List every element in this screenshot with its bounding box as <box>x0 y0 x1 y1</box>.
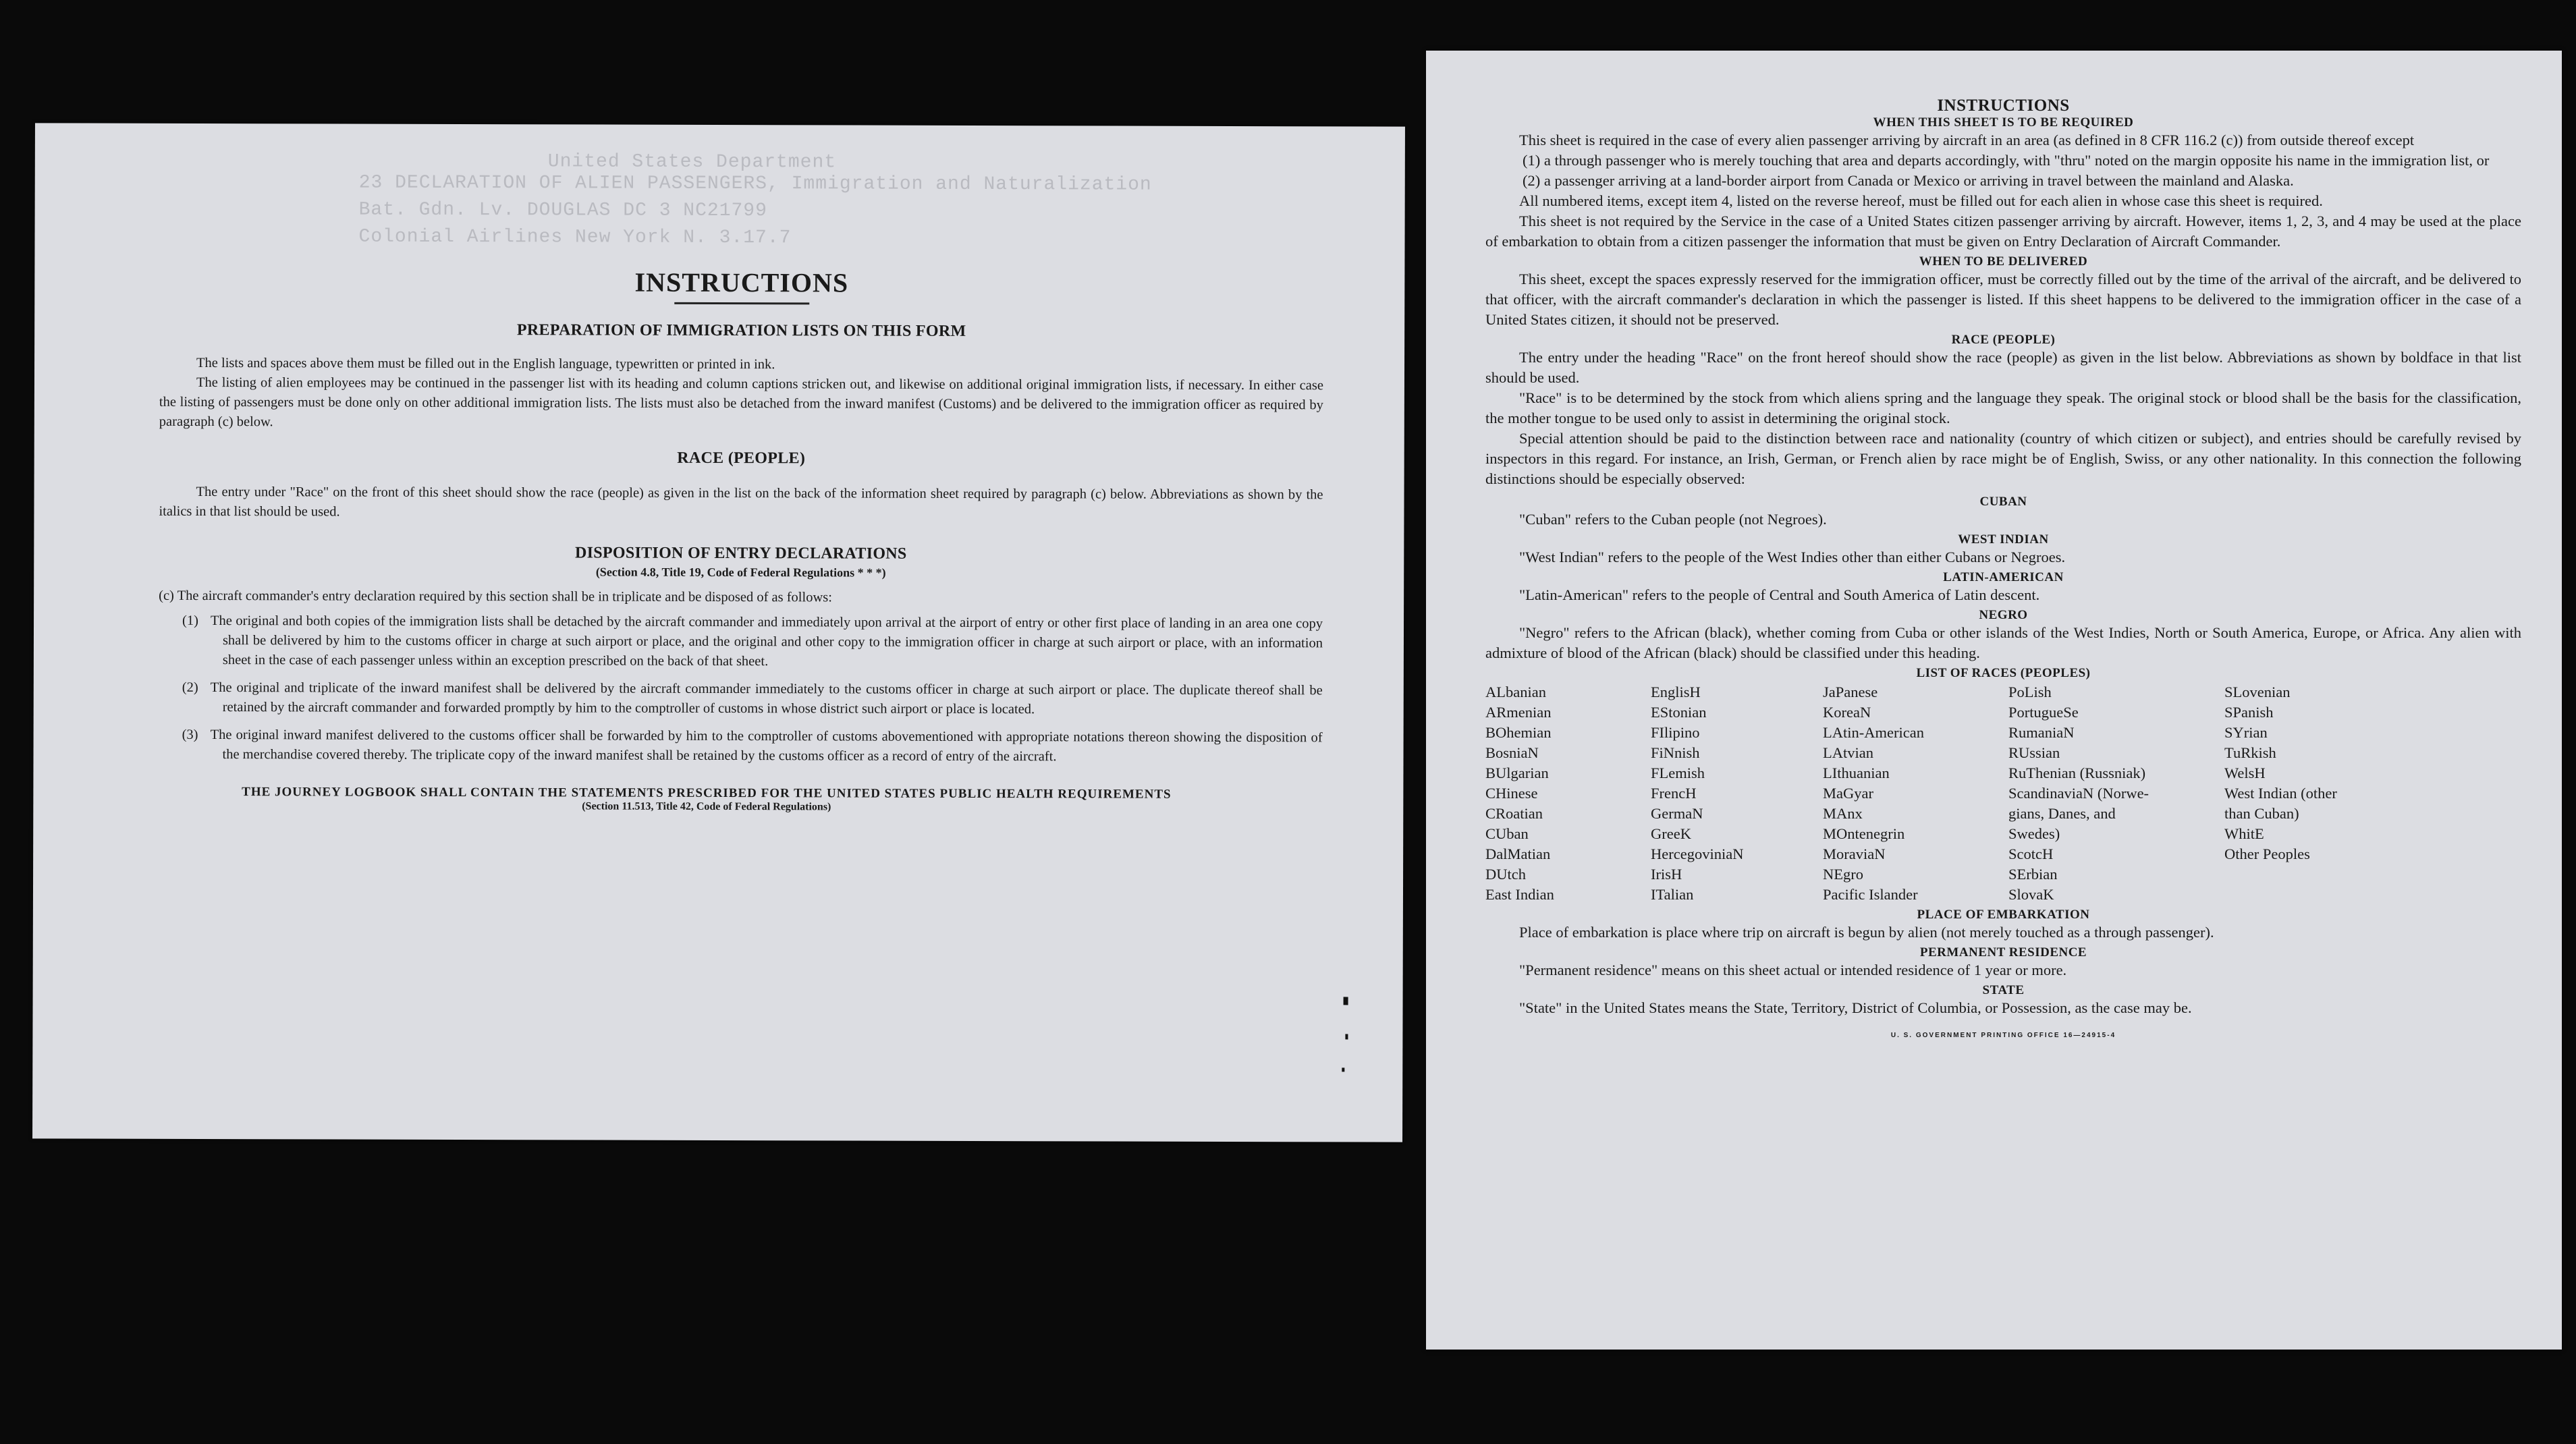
race-entry: EnglisH <box>1651 684 1701 700</box>
race-entry: FiNnish <box>1651 744 1700 761</box>
bleed-through-text: Colonial Airlines New York N. 3.17.7 <box>358 226 792 249</box>
race-entry: RumaniaN <box>2008 724 2075 741</box>
paragraph: The entry under the heading "Race" on the front hereof should show the race (people) as given in the list below. Abbreviations as shown by boldface in that list should be used. <box>1485 349 2521 386</box>
title-rule <box>674 302 809 305</box>
section-heading: LIST OF RACES (PEOPLES) <box>1916 666 2091 680</box>
paragraph: "Latin-American" refers to the people of Central and South America of Latin descent. <box>1519 586 2040 603</box>
race-entry: ScandinaviaN (Norwe- <box>2008 785 2149 802</box>
race-entry: RuThenian (Russniak) <box>2008 765 2146 781</box>
race-entry: ARmenian <box>1485 704 1552 721</box>
paragraph: This sheet, except the spaces expressly reserved for the immigration officer, must be correctly filled out by the time of the arrival of the aircraft, and be delivered to that officer, with the aircraft commander's declaration in which the passenger is listed. If this sheet happens to be delivered to the immigration officer in the case of a United States citizen, it should not be preserved. <box>1485 271 2521 328</box>
right-instruction-sheet <box>1426 51 2562 1350</box>
race-entry: HercegoviniaN <box>1651 845 1744 862</box>
section-heading-disposition: DISPOSITION OF ENTRY DECLARATIONS <box>574 544 907 563</box>
list-item <box>182 725 1323 767</box>
race-entry: ITalian <box>1651 886 1694 903</box>
race-entry: PortugueSe <box>2008 704 2079 721</box>
section-heading: WEST INDIAN <box>1958 532 2049 547</box>
race-entry: DUtch <box>1485 866 1526 883</box>
race-entry: IrisH <box>1651 866 1682 883</box>
paragraph: The entry under "Race" on the front of this sheet should show the race (people) as given in the list on the back of the information sheet required by paragraph (c) below. Abbreviations as shown by the italics in that list should be used. <box>159 484 1323 520</box>
paragraph: "Permanent residence" means on this sheet actual or intended residence of 1 year or more. <box>1519 962 2067 978</box>
race-entry: Pacific Islander <box>1823 886 1918 903</box>
race-entry: CRoatian <box>1485 805 1543 822</box>
race-entry: gians, Danes, and <box>2008 805 2116 822</box>
section-note: (Section 4.8, Title 19, Code of Federal Regulations * * *) <box>595 565 886 580</box>
paragraph: The listing of alien employees may be continued in the passenger list with its heading and column captions stricken out, and likewise on additional original immigration lists, if necessary. In either case the listing of passengers must be done only on other additional immigration lists. The lists must also be detached from the inward manifest (Customs) and be delivered to the immigration officer as required by paragraph (c) below. <box>159 374 1323 430</box>
race-column <box>2008 682 2224 905</box>
race-entry: FIlipino <box>1651 724 1700 741</box>
bleed-through-text: 23 DECLARATION OF ALIEN PASSENGERS, Immigration and Naturalization <box>358 172 1152 196</box>
race-entry: TuRkish <box>2224 744 2276 761</box>
paragraph: "West Indian" refers to the people of the West Indies other than either Cubans or Negroes. <box>1519 549 2066 565</box>
item-text: The original and both copies of the immigration lists shall be detached by the aircraft commander and immediately upon arrival at the airport of entry or other first place of landing in an area one copy shall be delivered by him to the customs officer in charge at such airport or place, and the original and other copy to the immigration officer in charge at such airport or place, with an information sheet in the case of each passenger unless within an exception prescribed on the back of that sheet. <box>211 613 1323 669</box>
section-heading: RACE (PEOPLE) <box>1951 333 2056 347</box>
item-text: The original inward manifest delivered to the customs officer shall be forwarded by him to the comptroller of customs abovementioned with appropriate notations thereon showing the disposition of the merchandise covered thereby. The triplicate copy of the inward manifest shall be retained by the customs officer as a record of entry of the aircraft. <box>210 727 1323 765</box>
page-title: INSTRUCTIONS <box>1937 96 2070 115</box>
bleed-through-text: Bat. Gdn. Lv. DOUGLAS DC 3 NC21799 <box>358 199 767 222</box>
race-entry: GermaN <box>1651 805 1703 822</box>
race-entry: MoraviaN <box>1823 845 1886 862</box>
paragraph: Place of embarkation is place where trip on aircraft is begun by alien (not merely touched as a through passenger). <box>1519 924 2214 941</box>
race-list <box>1485 682 2521 905</box>
paragraph: "Negro" refers to the African (black), whether coming from Cuba or other islands of the West Indies, North or South America, Europe, or Africa. Any alien with admixture of blood of the African (black) should be classified under this heading. <box>1485 624 2521 661</box>
section-heading: PERMANENT RESIDENCE <box>1919 945 2087 960</box>
race-entry: MAnx <box>1823 805 1863 822</box>
race-entry: GreeK <box>1651 825 1691 842</box>
race-entry: LAtin-American <box>1823 724 1924 741</box>
paragraph: This sheet is not required by the Service in the case of a United States citizen passenger arriving by aircraft. However, items 1, 2, 3, and 4 may be used at the place of embarkation to obtain from a citizen passenger the information that must be given on Entry Declaration of Aircraft Commander. <box>1485 213 2521 250</box>
race-entry: CUban <box>1485 825 1529 842</box>
race-column <box>1823 682 2008 905</box>
section-heading: STATE <box>1982 983 2025 997</box>
item-label: (3) <box>182 727 198 742</box>
race-entry: BUlgarian <box>1485 765 1549 781</box>
race-entry: SYrian <box>2224 724 2268 741</box>
closing-note: (Section 11.513, Title 42, Code of Federal Regulations) <box>582 800 831 813</box>
left-instruction-sheet <box>32 123 1405 1142</box>
race-entry: West Indian (other <box>2224 785 2337 802</box>
race-entry: Other Peoples <box>2224 845 2310 862</box>
race-entry: MaGyar <box>1823 785 1873 802</box>
race-entry: BOhemian <box>1485 724 1552 741</box>
closing-statement: THE JOURNEY LOGBOOK SHALL CONTAIN THE STATEMENTS PRESCRIBED FOR THE UNITED STATES PUBLIC HEALTH REQUIREMENTS <box>242 785 1172 802</box>
race-entry: East Indian <box>1485 886 1554 903</box>
section-heading: WHEN THIS SHEET IS TO BE REQUIRED <box>1873 115 2134 130</box>
bleed-through-text: United States Department <box>547 151 837 173</box>
section-heading: CUBAN <box>1979 495 2027 509</box>
race-entry: SPanish <box>2224 704 2274 721</box>
race-entry: CHinese <box>1485 785 1538 802</box>
race-entry: KoreaN <box>1823 704 1871 721</box>
race-column <box>1651 682 1823 905</box>
item-label: (2) <box>182 679 198 695</box>
race-column <box>2224 682 2413 905</box>
section-heading: WHEN TO BE DELIVERED <box>1919 254 2088 269</box>
race-entry: PoLish <box>2008 684 2052 700</box>
list-item <box>182 611 1323 673</box>
paragraph: "Race" is to be determined by the stock from which aliens spring and the language they speak. The original stock or blood shall be the basis for the classification, the mother tongue to be used only to assist in determining the original stock. <box>1485 389 2521 426</box>
ink-mark <box>1345 1034 1348 1039</box>
race-entry: SlovaK <box>2008 886 2054 903</box>
race-entry: than Cuban) <box>2224 805 2299 822</box>
ink-mark <box>1342 1067 1344 1072</box>
page-title: INSTRUCTIONS <box>634 267 849 298</box>
race-entry: SErbian <box>2008 866 2058 883</box>
list-item: (2) a passenger arriving at a land-border airport from Canada or Mexico or arriving in travel between the mainland and Alaska. <box>1523 172 2294 189</box>
ink-mark <box>1344 997 1348 1005</box>
printer-imprint: U. S. GOVERNMENT PRINTING OFFICE 16—24915-4 <box>1890 1032 2116 1039</box>
race-entry: DalMatian <box>1485 845 1551 862</box>
race-entry: ScotcH <box>2008 845 2054 862</box>
section-heading-preparation: PREPARATION OF IMMIGRATION LISTS ON THIS FORM <box>516 321 966 340</box>
race-entry: LIthuanian <box>1823 765 1890 781</box>
paragraph: All numbered items, except item 4, listed on the reverse hereof, must be filled out for each alien in whose case this sheet is required. <box>1519 192 2323 209</box>
race-column <box>1485 682 1651 905</box>
item-text: The original and triplicate of the inward manifest shall be delivered by the aircraft commander immediately to the customs officer in charge at such airport or place. The duplicate thereof shall be retained by the aircraft commander and forwarded promptly by him to the comptroller of customs in whose district such airport or place is located. <box>210 680 1323 717</box>
race-entry: EStonian <box>1651 704 1707 721</box>
race-entry: SLovenian <box>2224 684 2291 700</box>
item-label: (1) <box>182 613 198 628</box>
paragraph: (c) The aircraft commander's entry declaration required by this section shall be in triplicate and be disposed of as follows: <box>159 588 832 605</box>
race-entry: NEgro <box>1823 866 1863 883</box>
race-entry: BosniaN <box>1485 744 1539 761</box>
paragraph: The lists and spaces above them must be filled out in the English language, typewritten or printed in ink. <box>196 355 775 372</box>
paragraph: "State" in the United States means the State, Territory, District of Columbia, or Possession, as the case may be. <box>1519 999 2192 1016</box>
race-entry: ALbanian <box>1485 684 1546 700</box>
section-heading: LATIN-AMERICAN <box>1943 570 2064 584</box>
race-entry: RUssian <box>2008 744 2060 761</box>
race-entry: JaPanese <box>1823 684 1878 700</box>
paragraph: This sheet is required in the case of every alien passenger arriving by aircraft in an area (as defined in 8 CFR 116.2 (c)) from outside thereof except <box>1519 132 2415 148</box>
paragraph: Special attention should be paid to the distinction between race and nationality (country of which citizen or subject), and entries should be carefully revised by inspectors in this regard. For instance, an Irish, German, or French alien by race might be of English, Swiss, or any other nationality. In this connection the following distinctions should be especially observed: <box>1485 430 2521 487</box>
race-entry: Swedes) <box>2008 825 2060 842</box>
list-item <box>182 678 1323 720</box>
section-heading: PLACE OF EMBARKATION <box>1917 908 2090 922</box>
race-entry: MOntenegrin <box>1823 825 1905 842</box>
paragraph: "Cuban" refers to the Cuban people (not Negroes). <box>1519 511 1827 528</box>
list-item: (1) a through passenger who is merely touching that area and departs accordingly, with "thru" noted on the margin opposite his name in the immigration list, or <box>1523 152 2490 169</box>
race-entry: FLemish <box>1651 765 1705 781</box>
section-heading-race: RACE (PEOPLE) <box>677 449 806 468</box>
race-entry: WelsH <box>2224 765 2266 781</box>
race-entry: WhitE <box>2224 825 2264 842</box>
race-entry: FrencH <box>1651 785 1697 802</box>
section-heading: NEGRO <box>1979 608 2028 622</box>
race-entry: LAtvian <box>1823 744 1873 761</box>
